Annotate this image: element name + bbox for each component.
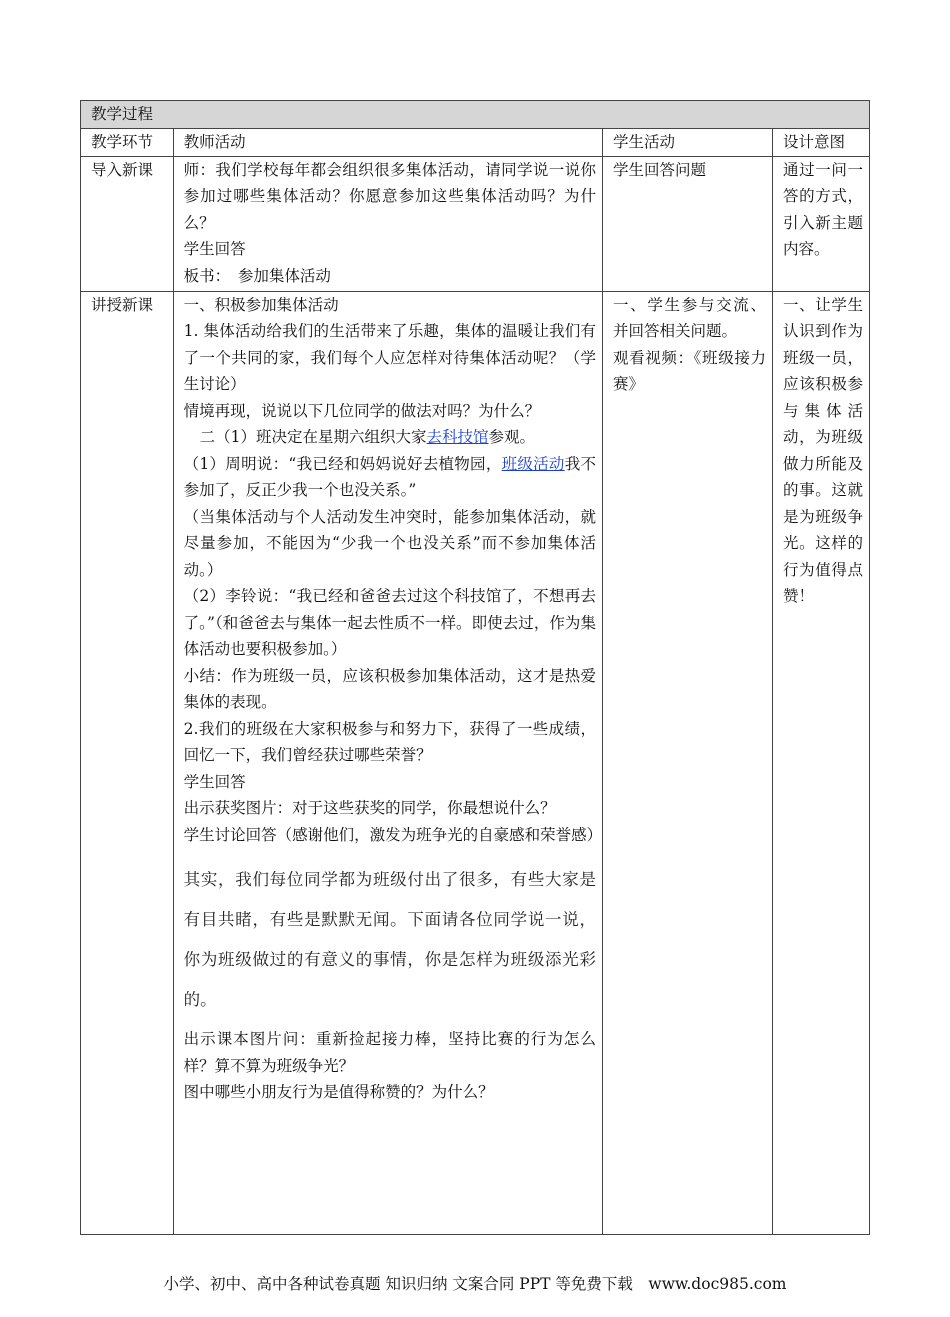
intro-student: 学生回答问题 (602, 156, 772, 291)
teacher-paragraph: 1. 集体活动给我们的生活带来了乐趣，集体的温暖让我们有了一个共同的家，我们每个人应怎样对待集体活动呢？（学生讨论） (183, 322, 596, 393)
student-paragraph: 一、学生参与交流、并回答相关问题。 (612, 295, 766, 340)
teach-stage: 讲授新课 (81, 291, 174, 1234)
page-footer: 小学、初中、高中各种试卷真题 知识归纳 文案合同 PPT 等免费下载 www.doc985.com (163, 1275, 787, 1293)
text-span: 我不参加了，反正少我一个也没关系。” (183, 454, 596, 499)
teacher-paragraph: 学生讨论回答（感谢他们，激发为班争光的自豪感和荣誉感） (183, 825, 603, 844)
science-museum-link[interactable]: 去科技馆 (426, 428, 489, 446)
text-span: 参观。 (488, 428, 536, 446)
teacher-paragraph: 一、积极参加集体活动 (183, 295, 339, 314)
teacher-paragraph (184, 451, 596, 504)
intro-intent: 通过一问一答的方式，引入新主题内容。 (772, 156, 869, 291)
intro-teacher-line: 师：我们学校每年都会组织很多集体活动，请同学说一说你参加过哪些集体活动？你愿意参加这些集体活动吗？为什么？ (183, 160, 596, 232)
teacher-paragraph: （2）李铃说：“我已经和爸爸去过这个科技馆了，不想再去了。”（和爸爸去与集体一起去性质不一样。即使去过，作为集体活动也要积极参加。） (183, 587, 596, 658)
teach-intent: 一、让学生认识到作为班级一员，应该积极参与集体活动，为班级做力所能及的事。这就是为班级争光。这样的行为值得点赞！ (772, 291, 869, 1234)
scanned-text-block: 其实，我们每位同学都为班级付出了很多，有些大家是有目共睹，有些是默默无闻。下面请各位同学说一说，你为班级做过的有意义的事情，你是怎样为班级添光彩的。 (183, 870, 596, 1009)
teach-row (81, 291, 870, 1234)
intro-row (81, 156, 870, 291)
teacher-paragraph: 小结：作为班级一员，应该积极参加集体活动，这才是热爱集体的表现。 (183, 666, 596, 711)
teach-student (602, 291, 772, 1234)
text-span: 二（1）班决定在星期六组织大家 (199, 428, 427, 446)
teacher-paragraph: 学生回答 (183, 772, 246, 791)
teacher-paragraph: 出示课本图片问：重新捡起接力棒，坚持比赛的行为怎么样？算不算为班级争光？ (183, 1030, 596, 1075)
lesson-table (80, 100, 870, 1235)
teacher-paragraph (184, 424, 596, 451)
section-title-row (81, 101, 870, 129)
intro-teacher-line: 板书： 参加集体活动 (183, 266, 331, 285)
header-intent: 设计意图 (772, 128, 869, 156)
header-student: 学生活动 (602, 128, 772, 156)
intro-teacher-line: 学生回答 (183, 240, 246, 258)
header-row (81, 128, 870, 156)
teacher-paragraph: 情境再现，说说以下几位同学的做法对吗？为什么？ (183, 401, 541, 420)
teach-teacher (173, 291, 602, 1234)
student-paragraph: 观看视频：《班级接力赛》 (612, 348, 766, 393)
header-stage: 教学环节 (81, 128, 174, 156)
header-teacher: 教师活动 (173, 128, 602, 156)
teacher-paragraph: 出示获奖图片：对于这些获奖的同学，你最想说什么？ (183, 799, 556, 817)
class-activity-link[interactable]: 班级活动 (501, 454, 565, 473)
teacher-paragraph: （当集体活动与个人活动发生冲突时，能参加集体活动，就尽量参加，不能因为“少我一个也没关系”而不参加集体活动。） (183, 507, 596, 579)
intro-stage: 导入新课 (81, 156, 174, 291)
text-span: （1）周明说：“我已经和妈妈说好去植物园， (183, 454, 502, 473)
teacher-paragraph: 2.我们的班级在大家积极参与和努力下，获得了一些成绩，回忆一下，我们曾经获过哪些荣誉？ (183, 719, 596, 764)
section-title: 教学过程 (81, 101, 870, 129)
intro-teacher (173, 156, 602, 291)
teacher-paragraph: 图中哪些小朋友行为是值得称赞的？为什么？ (183, 1083, 494, 1101)
